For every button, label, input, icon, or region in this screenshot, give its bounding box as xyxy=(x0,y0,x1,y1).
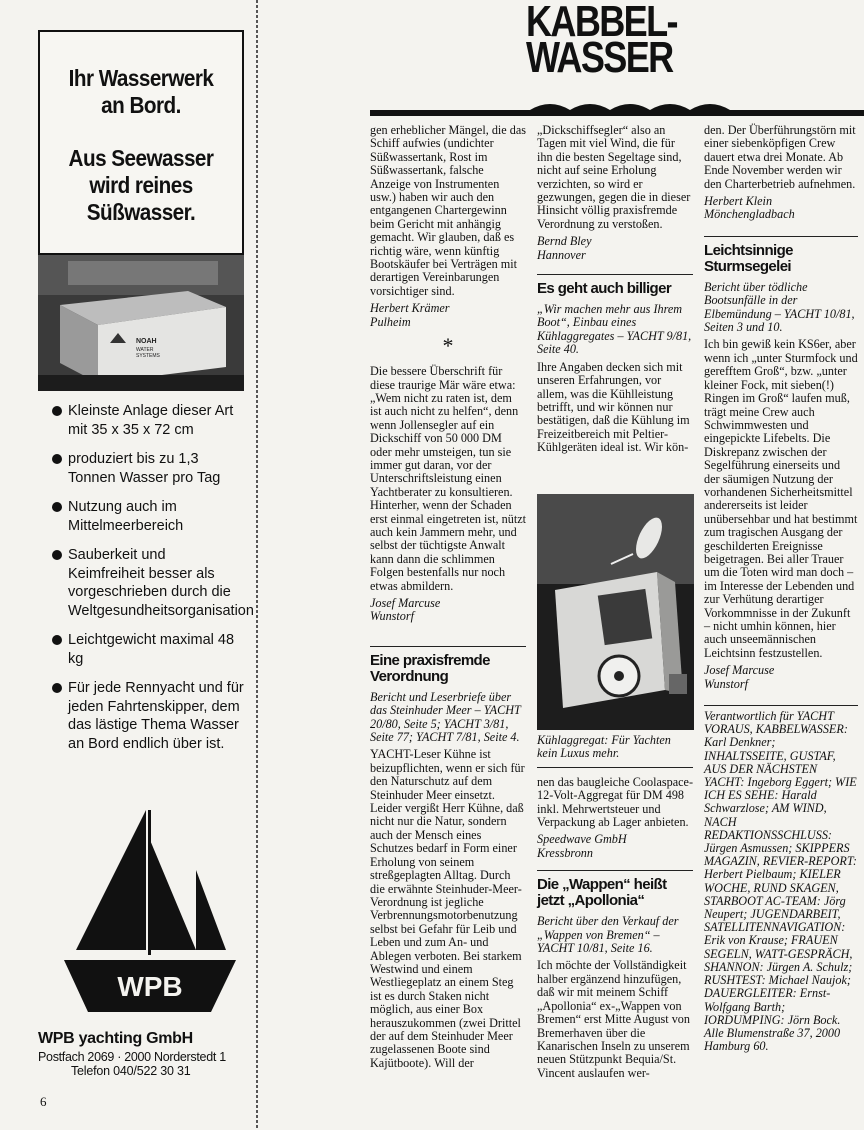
column-2 xyxy=(537,124,693,459)
divider xyxy=(704,705,858,706)
letter-headline: Die „Wappen“ heißt jetzt „Apollonia“ xyxy=(537,876,667,910)
page-number: 6 xyxy=(40,1094,47,1109)
svg-text:NOAH: NOAH xyxy=(136,338,157,345)
divider xyxy=(704,236,858,237)
letter-text: nen das baugleiche Coolaspace-12-Volt-Aggregat für DM 498 inkl. Mehrwertsteuer und Verpackung ab Lager anbieten. xyxy=(537,774,694,830)
svg-text:WATER: WATER xyxy=(136,347,154,353)
reference: Bericht über tödliche Bootsunfälle in der Elbemündung – YACHT 10/81, Seiten 3 und 10. xyxy=(704,279,855,335)
feature-item: produziert bis zu 1,3 Tonnen Wasser pro Tag xyxy=(52,450,244,487)
signature-name: Speedwave GmbH xyxy=(537,832,627,847)
reference: Bericht über den Verkauf der „Wappen von Bremen“ – YACHT 10/81, Seite 16. xyxy=(537,914,679,956)
wpb-logo xyxy=(46,800,246,1020)
letter-text: YACHT-Leser Kühne ist beizupflichten, wenn er sich für den Naturschutz auf dem Steinhuder Meer einsetzt. Leider vergißt Herr Kühne, daß nicht nur die Natur, sondern auch der Mensch eines Schutzes bedarf in Form einer Erholung von seinem streßgeplagten Alltag. Durch die erwähnte Steinhuder-Meer-Verordnung ist jegliche Verbrennungsmotorbenutzung selbst bei Gefahr für Leib und Leben und zum An- und Ablegen verboten. Bei starkem Westwind und einem Westliegeplatz an einem Steg ist es durch Staken nicht möglich, aus einer Box herauszukommen (zwei Drittel der auf dem Steinhuder Meer zugelassenen Boote sind Kajütboote). Will der xyxy=(370,747,525,1070)
letter-text: den. Der Überführungstörn mit einer siebenköpfigen Crew dauert etwa drei Monate. Ab Ende November werden wir den Charterbetrieb aufnehmen. xyxy=(704,123,856,191)
signature-city: Mönchengladbach xyxy=(704,207,795,222)
feature-item: Kleinste Anlage dieser Art mit 35 x 35 x 72 cm xyxy=(52,402,244,439)
signature-city: Wunstorf xyxy=(704,676,749,691)
photo-caption: Kühlaggregat: Für Yachten kein Luxus mehr. xyxy=(537,733,671,761)
signature-city: Hannover xyxy=(537,247,586,262)
feature-item: Für jede Rennyacht und für jeden Fahrtenskipper, dem das lästige Thema Wasser an Bord endlich über ist. xyxy=(52,679,244,753)
ad-headline-box xyxy=(38,30,244,255)
letter-text: Ich möchte der Vollständigkeit halber ergänzend hinzufügen, daß wir mit meinem Schiff „Apollonia“ ex-„Wappen von Bremen“ erst Mitte August von Bremerhaven über die Kanarischen Inseln zu unserem neuen Stützpunkt Bequia/St. Vincent auslaufen wer- xyxy=(537,958,690,1080)
ad-feature-list xyxy=(52,402,254,764)
letter-text: Ich bin gewiß kein KS6er, aber wenn ich „unter Sturmfock und gerefftem Groß“, bzw. „unter kleiner Fock, mit sieben(!) Ringen im Groß“ laufen muß, trägt meine Crew auch Schwimmwesten und eingepickte Lifebelts. Die Diskrepanz zwischen der Segelführung einerseits und der säumigen Nutzung der vorhandenen Sicherheitsmittel andererseits ist leider unübersehbar und hat bestimmt zum tragischen Ausgang der geschilderten Ereignisse beigetragen. Bei aller Trauer um die Toten wird man doch – im Interesse der Lebenden und zur Verhütung derartiger Vorkommnisse in der Zukunft – nicht umhin können, hier auch unseemännischen Leichtsinn festzustellen. xyxy=(704,337,858,660)
column-separator xyxy=(256,0,258,1130)
signature-city: Wunstorf xyxy=(370,609,415,624)
divider xyxy=(537,870,693,871)
ad-headline-1: Ihr Wasserwerk an Bord. xyxy=(68,65,214,118)
svg-text:SYSTEMS: SYSTEMS xyxy=(136,353,160,359)
divider xyxy=(537,274,693,275)
ad-company-block xyxy=(38,1030,248,1078)
letter-text: „Dickschiffsegler“ also an Tagen mit viel Wind, die für ihn die besten Segeltage sind, nicht auf seine Erholung verzichten, so wird er gezwungen, gegen die in dieser Hinsicht völlig praxisfremde Verordnung zu verstoßen. xyxy=(537,123,691,231)
feature-item: Leichtgewicht maximal 48 kg xyxy=(52,631,244,668)
signature-name: Herbert Klein xyxy=(704,194,773,209)
divider xyxy=(370,646,526,647)
signature-city: Kressbronn xyxy=(537,845,593,860)
company-address: Postfach 2069 · 2000 Norderstedt 1 xyxy=(38,1050,226,1064)
ad-headline-2: Aus Seewasser wird reines Süßwasser. xyxy=(68,145,214,225)
product-photo xyxy=(38,255,244,391)
reference: „Wir machen mehr aus Ihrem Boot“, Einbau eines Kühlaggregates – YACHT 9/81, Seite 40. xyxy=(537,302,692,357)
section-title: KABBEL- WASSER xyxy=(526,0,677,82)
feature-item: Nutzung auch im Mittelmeerbereich xyxy=(52,498,244,535)
letter-headline: Eine praxisfremde Verordnung xyxy=(370,651,490,685)
company-name: WPB yachting GmbH xyxy=(38,1030,193,1047)
star-divider: * xyxy=(442,333,454,359)
reference: Bericht und Leserbriefe über das Steinhuder Meer – YACHT 20/80, Seite 5; YACHT 3/81, Seite 77; YACHT 7/81, Seite 4. xyxy=(370,689,521,745)
letter-text: gen erheblicher Mängel, die das Schiff aufwies (undichter Süßwassertank, Rost im Süßwassertank, falsche Anzeige von Instrumenten usw.) haben wir auch den entgangenen Chartergewinn beim Gericht mit anhängig gemacht. Wir glauben, daß es richtig wäre, wenn künftig Bootskäufer bei Verträgen mit derartigen Vereinbarungen vorsichtiger sind. xyxy=(370,123,527,298)
signature-name: Josef Marcuse xyxy=(704,663,775,678)
company-phone: Telefon 040/522 30 31 xyxy=(71,1064,191,1078)
column-3 xyxy=(704,124,858,1057)
column-2-lower xyxy=(537,734,693,1084)
divider xyxy=(537,767,693,768)
cooler-photo xyxy=(537,494,694,730)
signature-city: Pulheim xyxy=(370,314,411,329)
signature-name: Josef Marcuse xyxy=(370,596,441,610)
signature-name: Herbert Krämer xyxy=(370,301,450,316)
signature-name: Bernd Bley xyxy=(537,234,592,249)
feature-item: Sauberkeit und Keimfreiheit besser als vorgeschrieben durch die Weltgesundheitsorganisation xyxy=(52,546,244,620)
impressum: Verantwortlich für YACHT VORAUS, KABBELWASSER: Karl Denkner; INHALTSSEITE, GUSTAF, AUS DER NÄCHSTEN YACHT: Ingeborg Eggert; WIE ICH ES SEHE: Harald Schwarzlose; AM WIND, NACH REDAKTIONSSCHLUSS: Jürgen Asmussen; SKIPPERS MAGAZIN, REVIER-REPORT: Herbert Pielbaum; KIELER WOCHE, RUND SKAGEN, STARBOOT AC-TEAM: Jörg Neupert; JUGENDARBEIT, SATELLITENNAVIGATION: Erik von Krause; FRAUEN SEGELN, WATT-GESPRÄCH, SHANNON: Jürgen A. Schulz; RUSHTEST: Michael Naujok; DAUERGLEITER: Ernst-Wolfgang Barth; IORDUMPING: Jörn Bock. Alle Blumenstraße 37, 2000 Hamburg 60. xyxy=(704,709,857,1054)
letter-text: Die bessere Überschrift für diese traurige Mär wäre etwa: „Wem nicht zu raten ist, dem ist auch nicht zu helfen“, denn wenn Jollensegler auf ein Dickschiff von 50 000 DM oder mehr umsteigen, tun sie immer gut daran, vor der Unterschriftsleistung einen Yachtberater zu konsultieren. Hinterher, wenn der Schaden erst einmal eingetreten ist, nützt auch kein Jammern mehr, und selbst der tüchtigste Anwalt kann dann die schlimmen Folgen bestenfalls nur noch etwas abmildern. xyxy=(370,364,527,593)
letter-text: Ihre Angaben decken sich mit unseren Erfahrungen, vor allem, was die Kühlleistung betrifft, und wir können nur bestätigen, daß die Kühlung im Freizeitbereich mit Peltier-Kühlgeräten ideal ist. Wir kön- xyxy=(537,359,690,455)
letter-headline: Leichtsinnige Sturmsegelei xyxy=(704,241,793,275)
svg-text:WPB: WPB xyxy=(117,971,183,1002)
column-1 xyxy=(370,124,526,1074)
letter-headline: Es geht auch billiger xyxy=(537,280,672,298)
wave-rule xyxy=(370,100,864,122)
